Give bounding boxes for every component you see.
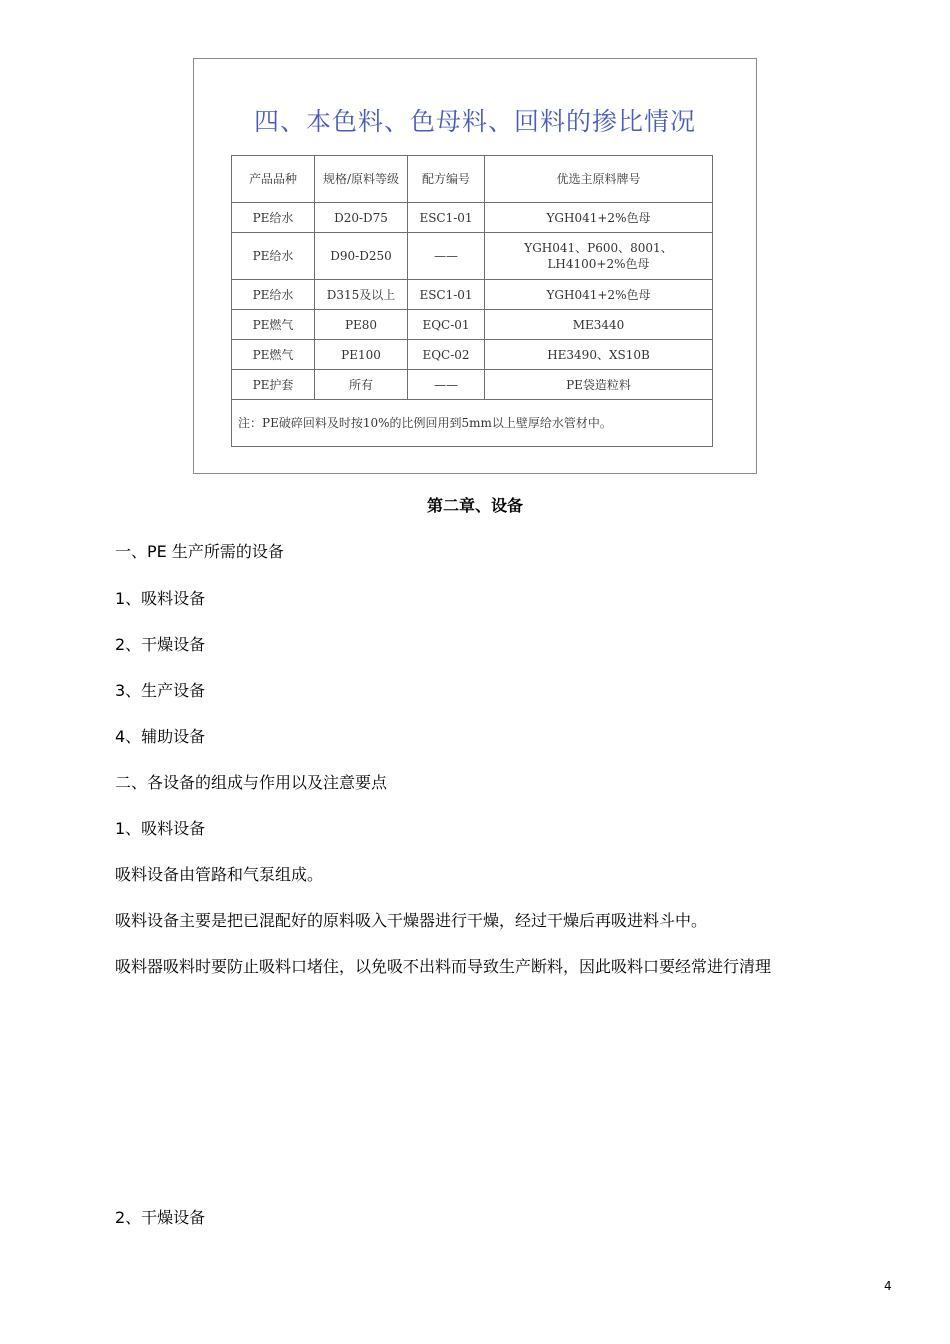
embedded-slide-image	[193, 58, 757, 474]
table-cell: HE3490、XS10B	[485, 340, 713, 370]
table-cell: ESC1-01	[408, 203, 485, 233]
slide-title: 四、本色料、色母料、回料的掺比情况	[253, 107, 696, 136]
table-cell: PE护套	[232, 370, 315, 400]
page-number: 4	[884, 1279, 892, 1293]
subsection-heading: 2、干燥设备	[115, 1208, 206, 1227]
table-cell: ME3440	[485, 310, 713, 340]
table-note: 注：PE破碎回料及时按10%的比例回用到5mm以上壁厚给水管材中。	[232, 400, 713, 447]
header-product-type: 产品品种	[232, 156, 315, 203]
list-item: 1、吸料设备	[115, 589, 206, 608]
table-cell: PE给水	[232, 203, 315, 233]
table-row	[232, 233, 713, 280]
table-cell: D90-D250	[315, 233, 408, 280]
subsection-heading: 1、吸料设备	[115, 819, 206, 838]
table-cell: YGH041+2%色母	[485, 203, 713, 233]
table-cell: PE给水	[232, 233, 315, 280]
table-cell: YGH041、P600、8001、LH4100+2%色母	[485, 233, 713, 280]
table-cell: PE燃气	[232, 310, 315, 340]
table-cell: YGH041+2%色母	[485, 280, 713, 310]
table-cell: EQC-01	[408, 310, 485, 340]
table-row	[232, 280, 713, 310]
section-heading-equipment-list: 一、PE 生产所需的设备	[115, 542, 284, 561]
table-cell: D315及以上	[315, 280, 408, 310]
chapter-heading: 第二章、设备	[426, 496, 523, 515]
header-spec-grade: 规格/原料等级	[315, 156, 408, 203]
header-preferred-material: 优选主原料牌号	[485, 156, 713, 203]
table-cell: 所有	[315, 370, 408, 400]
table-row	[232, 340, 713, 370]
body-paragraph: 吸料设备由管路和气泵组成。	[115, 865, 324, 884]
table-cell: ——	[408, 370, 485, 400]
list-item: 2、干燥设备	[115, 635, 206, 654]
table-row	[232, 203, 713, 233]
table-cell: ——	[408, 233, 485, 280]
table-cell: PE给水	[232, 280, 315, 310]
blend-ratio-table	[231, 155, 713, 447]
table-row	[232, 310, 713, 340]
list-item: 4、辅助设备	[115, 727, 206, 746]
table-cell: PE袋造粒料	[485, 370, 713, 400]
table-cell: PE80	[315, 310, 408, 340]
body-paragraph: 吸料设备主要是把已混配好的原料吸入干燥器进行干燥，经过干燥后再吸进料斗中。	[115, 911, 708, 930]
table-cell: ESC1-01	[408, 280, 485, 310]
table-cell: D20-D75	[315, 203, 408, 233]
body-paragraph: 吸料器吸料时要防止吸料口堵住，以免吸不出料而导致生产断料，因此吸料口要经常进行清理	[115, 957, 772, 976]
table-header-row	[232, 156, 713, 203]
section-heading-equipment-details: 二、各设备的组成与作用以及注意要点	[115, 773, 388, 792]
table-note-row	[232, 400, 713, 447]
list-item: 3、生产设备	[115, 681, 206, 700]
table-cell: PE燃气	[232, 340, 315, 370]
table-cell: PE100	[315, 340, 408, 370]
table-row	[232, 370, 713, 400]
header-formula-no: 配方编号	[408, 156, 485, 203]
table-cell: EQC-02	[408, 340, 485, 370]
